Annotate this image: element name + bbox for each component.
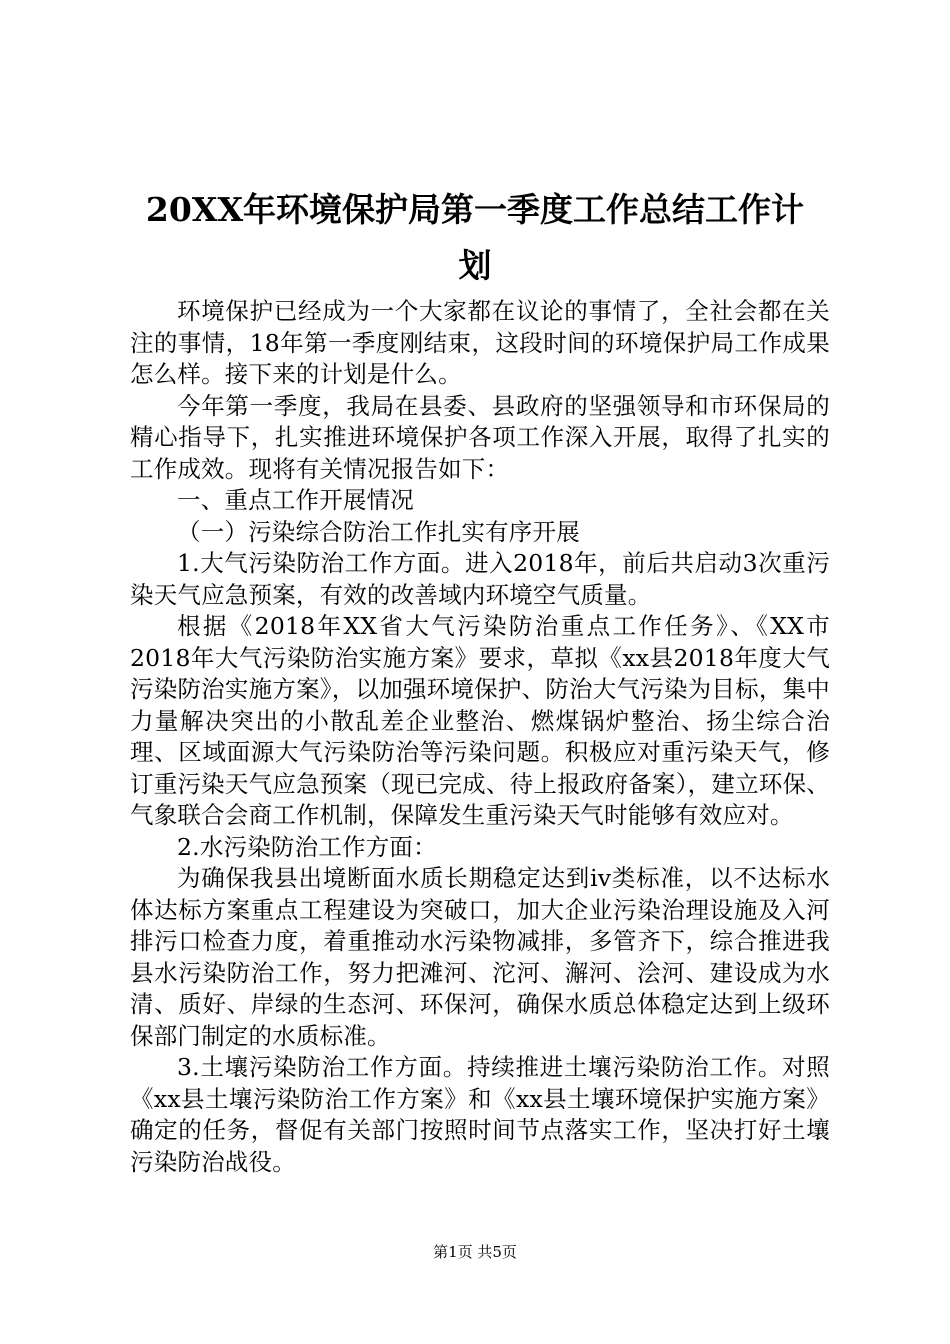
document-title-line-1: 20XX年环境保护局第一季度工作总结工作计 [145,190,805,229]
document-title-line-2: 划 [458,246,492,285]
paragraph-air-pollution: 1.大气污染防治工作方面。进入2018年，前后共启动3次重污染天气应急预案，有效的改善域内环境空气质量。 [130,549,830,609]
paragraph-water-pollution: 为确保我县出境断面水质长期稳定达到iv类标准，以不达标水体达标方案重点工程建设为突破口，加大企业污染治理设施及入河排污口检查力度，着重推动水污染物减排，多管齐下，综合推进我县水污染防治工作，努力把滩河、沱河、澥河、浍河、建设成为水清、质好、岸绿的生态河、环保河，确保水质总体稳定达到上级环保部门制定的水质标准。 [130,864,830,1050]
paragraph-overview: 今年第一季度，我局在县委、县政府的坚强领导和市环保局的精心指导下，扎实推进环境保护各项工作深入开展，取得了扎实的工作成效。现将有关情况报告如下： [130,391,830,483]
document-body [130,296,830,1178]
subsection-heading-pollution-control: （一）污染综合防治工作扎实有序开展 [177,517,580,546]
paragraph-air-plan: 根据《2018年XX省大气污染防治重点工作任务》、《XX市2018年大气污染防治实施方案》要求，草拟《xx县2018年度大气污染防治实施方案》，以加强环境保护、防治大气污染为目标，集中力量解决突出的小散乱差企业整治、燃煤锅炉整治、扬尘综合治理、区域面源大气污染防治等污染问题。积极应对重污染天气，修订重污染天气应急预案（现已完成、待上报政府备案），建立环保、气象联合会商工作机制，保障发生重污染天气时能够有效应对。 [130,612,830,829]
paragraph-soil-pollution: 3.土壤污染防治工作方面。持续推进土壤污染防治工作。对照《xx县土壤污染防治工作方案》和《xx县土壤环境保护实施方案》确定的任务，督促有关部门按照时间节点落实工作，坚决打好土壤污染防治战役。 [130,1053,830,1176]
paragraph-water-heading: 2.水污染防治工作方面： [177,832,437,861]
paragraph-intro: 环境保护已经成为一个大家都在议论的事情了，全社会都在关注的事情，18年第一季度刚结束，这段时间的环境保护局工作成果怎么样。接下来的计划是什么。 [130,297,830,388]
page-number-footer: 第1页 共5页 [433,1243,517,1261]
section-heading-key-work: 一、重点工作开展情况 [177,486,414,514]
